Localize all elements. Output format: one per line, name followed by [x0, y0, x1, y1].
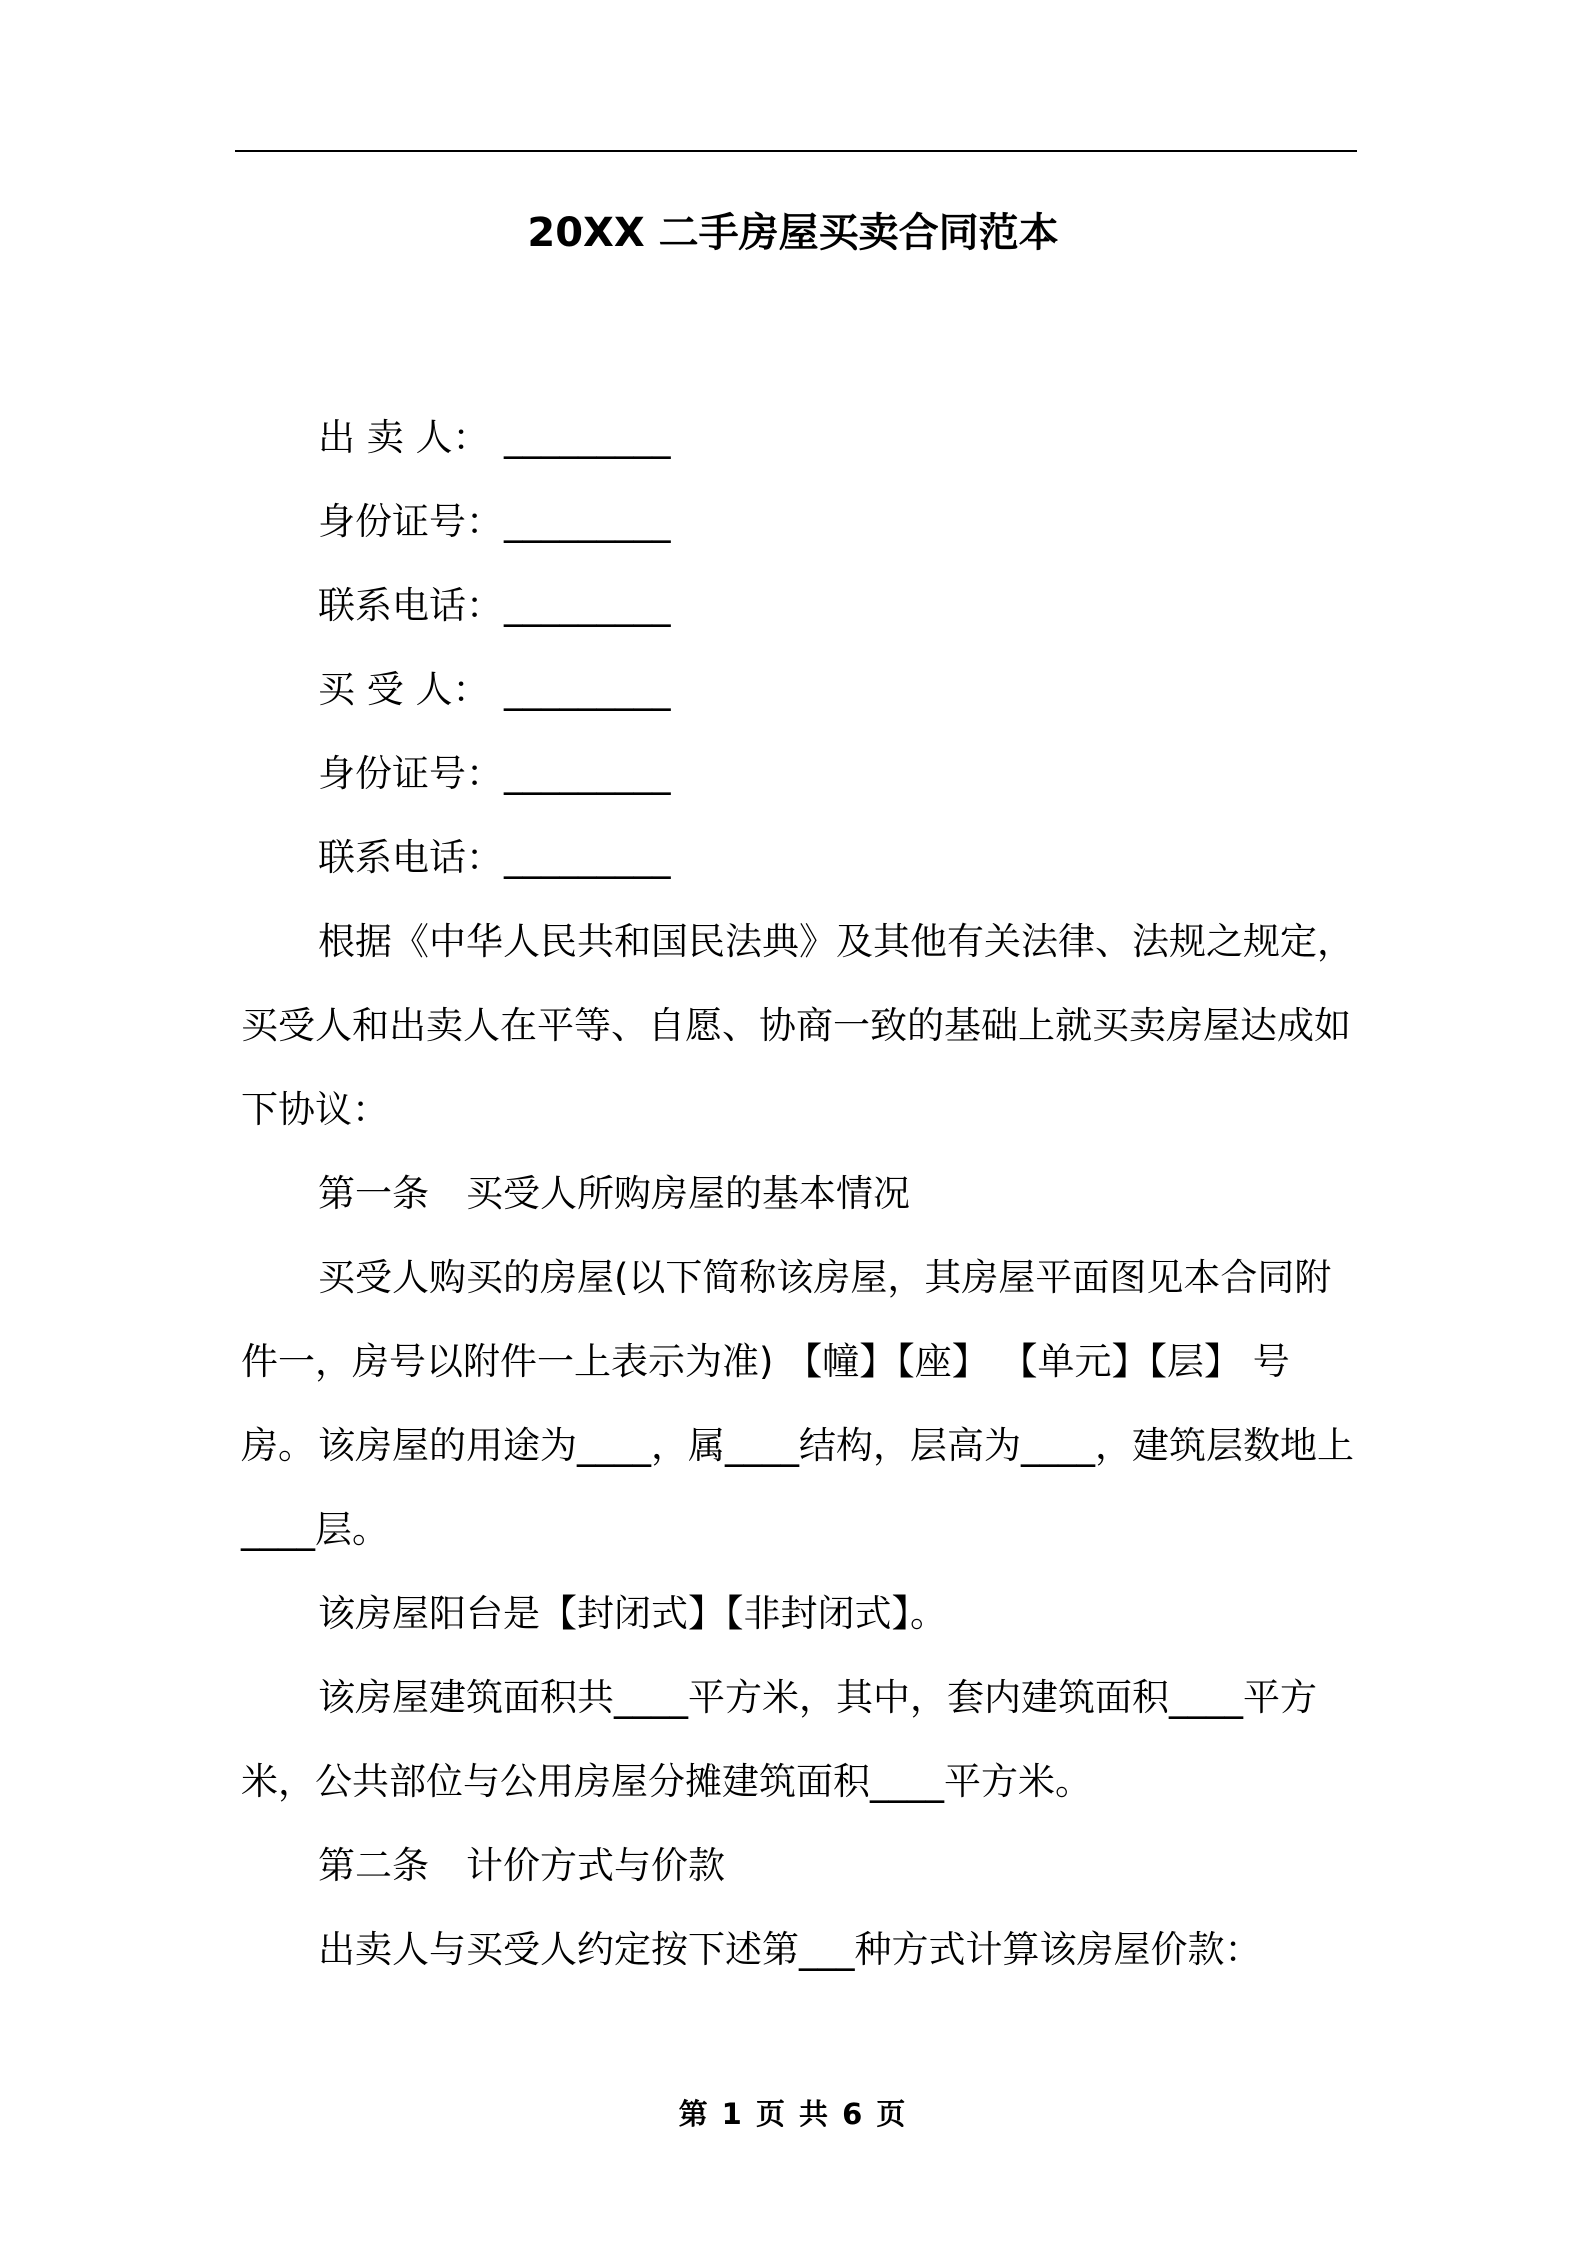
seller-label: 出 卖 人： — [318, 416, 490, 459]
seller-field — [318, 410, 671, 466]
buyer-label: 买 受 人： — [318, 668, 490, 711]
buyer-id-value: _________ — [504, 752, 671, 795]
seller-phone-field — [318, 578, 671, 634]
buyer-id-field — [318, 746, 671, 802]
article2-heading: 第二条 计价方式与价款 — [318, 1844, 725, 1887]
article1-paragraph-3: 该房屋阳台是【封闭式】【非封闭式】。 — [318, 1592, 947, 1635]
buyer-id-label: 身份证号： — [318, 752, 503, 795]
seller-value: _________ — [504, 416, 671, 459]
buyer-phone-field — [318, 830, 671, 886]
seller-id-value: _________ — [504, 500, 671, 543]
seller-phone-label: 联系电话： — [318, 584, 503, 627]
preamble-paragraph: 根据《中华人民共和国民法典》及其他有关法律、法规之规定，买受人和出卖人在平等、自愿、协商一致的基础上就买卖房屋达成如下协议： — [241, 920, 1354, 1131]
article1-paragraph-2: 该房屋的用途为____，属____结构，层高为____，建筑层数地上____层。 — [241, 1424, 1354, 1551]
buyer-value: _________ — [504, 668, 671, 711]
seller-id-field — [318, 494, 671, 550]
article1-paragraph-1: 买受人购买的房屋(以下简称该房屋，其房屋平面图见本合同附件一，房号以附件一上表示为准) 【幢】【座】 【单元】【层】 号房。 — [241, 1256, 1332, 1467]
buyer-field — [318, 662, 671, 718]
article1-paragraph-4: 该房屋建筑面积共____平方米，其中，套内建筑面积____平方米，公共部位与公用房屋分摊建筑面积____平方米。 — [241, 1676, 1317, 1803]
seller-id-label: 身份证号： — [318, 500, 503, 543]
header-rule — [235, 150, 1357, 152]
buyer-phone-label: 联系电话： — [318, 836, 503, 879]
buyer-phone-value: _________ — [504, 836, 671, 879]
article1-heading: 第一条 买受人所购房屋的基本情况 — [318, 1172, 910, 1215]
page-footer: 第 1 页 共 6 页 — [678, 2097, 908, 2131]
seller-phone-value: _________ — [504, 584, 671, 627]
document-title: 20XX 二手房屋买卖合同范本 — [527, 210, 1059, 256]
article2-paragraph-1: 出卖人与买受人约定按下述第___种方式计算该房屋价款： — [318, 1928, 1262, 1971]
